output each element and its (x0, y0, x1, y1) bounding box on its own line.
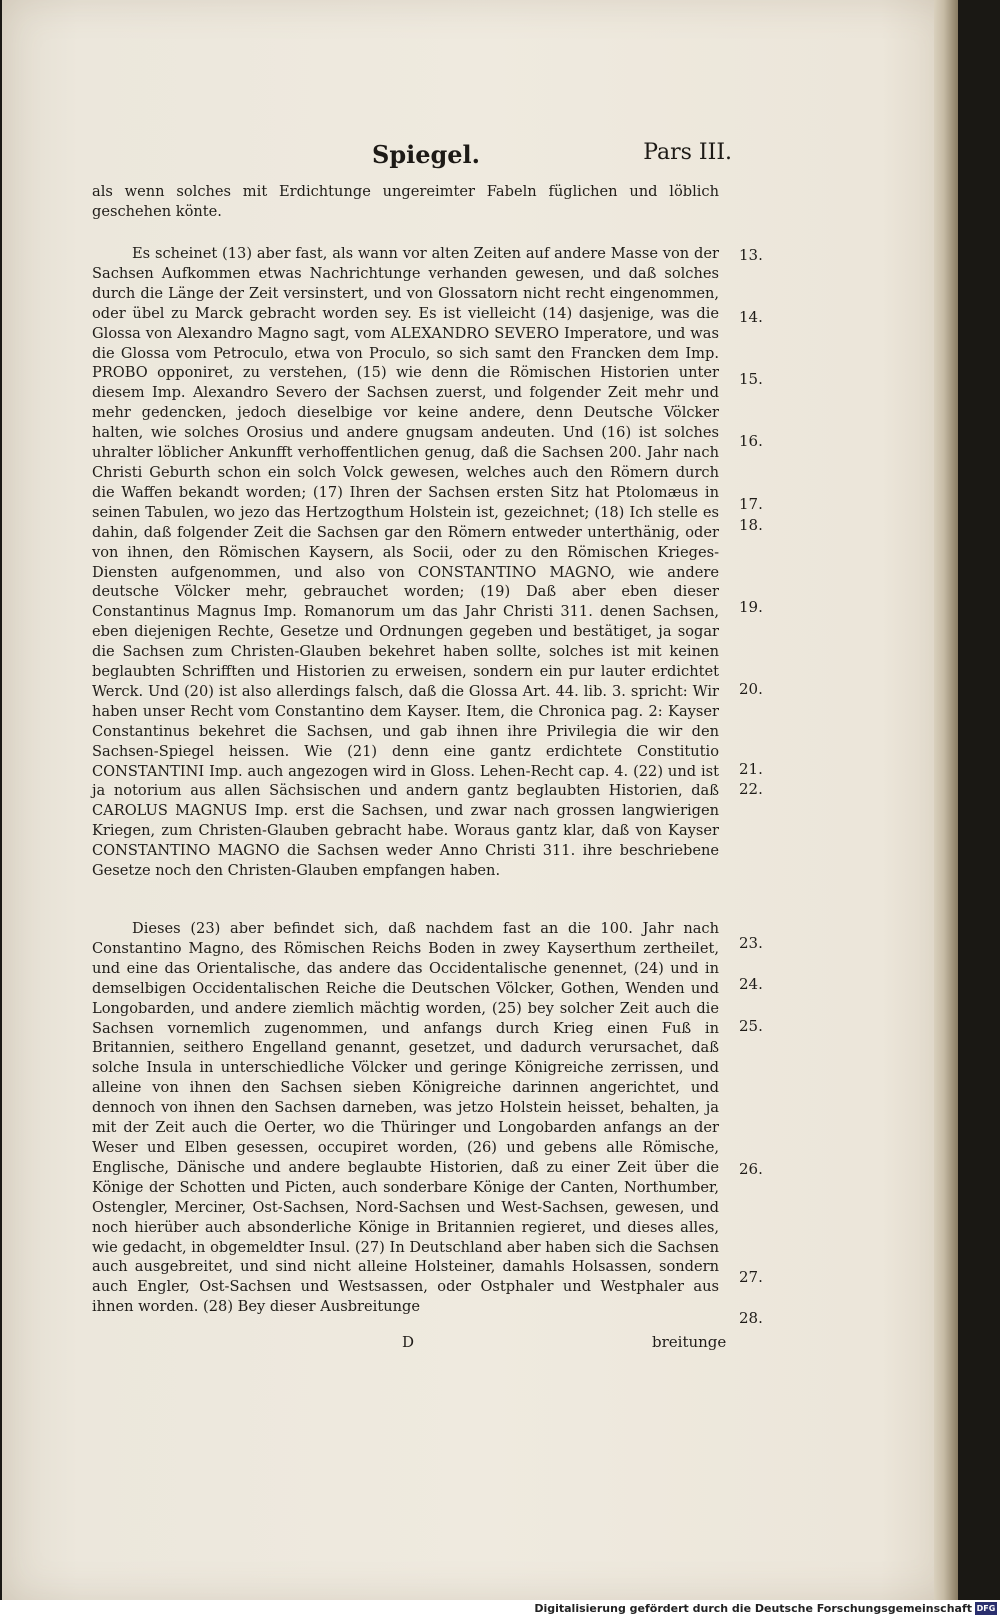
paragraph-text: Es scheinet (13) aber fast, als wann vor alten Zeiten auf andere Masse von der Sachsen Aufkommen etwas Nachrichtunge verhanden gewesen, und daß solches durch die Länge der Zeit versinstert, und von Glossatorn nicht recht eingenommen, oder übel zu Marck gebracht worden sey. Es ist vielleicht (14) dasjenige, was die Glossa von Alexandro Magno sagt, vom ALEXANDRO SEVERO Imperatore, und was die Glossa vom Petroculo, etwa von Proculo, so sich samt den Francken dem Imp. PROBO opponiret, zu verstehen, (15) wie denn die Römischen Historien unter diesem Imp. Alexandro Severo der Sachsen zuerst, und folgender Zeit mehr und mehr gedencken, jedoch dieselbige vor keine andere, denn Deutsche Völcker halten, wie solches Orosius und andere gnugsam andeuten. Und (16) ist solches uhralter löblicher Ankunfft verhoffentlichen genug, daß die Sachsen 200. Jahr nach Christi Geburth schon ein solch Volck gewesen, welches auch den Römern durch die Waffen bekandt worden; (17) Ihren der Sachsen ersten Sitz hat Ptolomæus in seinen Tabulen, wo jezo das Hertzogthum Holstein ist, gezeichnet; (18) Ich stelle es dahin, daß folgender Zeit die Sachsen gar den Römern entweder unterthänig, oder von ihnen, den Römischen Kaysern, als Socii, oder zu den Römischen Krieges-Diensten aufgenommen, und also von CONSTANTINO MAGNO, wie andere deutsche Völcker mehr, gebrauchet worden; (19) Daß aber eben dieser Constantinus Magnus Imp. Romanorum um das Jahr Christi 311. denen Sachsen, eben diejenigen Rechte, Gesetze und Ordnungen gegeben und bestätiget, ja sogar die Sachsen zum Christen-Glauben bekehret haben sollte, solches ist mit keinen beglaubten Schrifften und Historien zu erweisen, sondern ein pur lauter erdichtet Werck. Und (20) ist also allerdings falsch, daß die Glossa Art. 44. lib. 3. spricht: Wir haben unser Recht vom Constantino dem Kayser. Item, die Chronica pag. 2: Kayser Constantinus bekehret die Sachsen, und gab ihnen ihre Privilegia die wir den Sachsen-Spiegel heissen. Wie (21) denn eine gantz erdichtete Constitutio CONSTANTINI Imp. auch angezogen wird in Gloss. Lehen-Recht cap. 4. (22) und ist ja notorium aus allen Sächsischen und andern gantz beglaubten Historien, daß CAROLUS MAGNUS Imp. erst die Sachsen, und zwar nach grossen langwierigen Kriegen, zum Christen-Glauben gebracht habe. Woraus gantz klar, daß von Kayser CONSTANTINO MAGNO die Sachsen weder Anno Christi 311. ihre beschriebene Gesetze noch den Christen-Glauben empfangen haben. (92, 245, 719, 880)
paragraph-3 (92, 919, 719, 1317)
margin-number: 16. (739, 432, 763, 450)
margin-number: 19. (739, 598, 763, 616)
margin-number: 15. (739, 370, 763, 388)
margin-number: 13. (739, 246, 763, 264)
margin-number: 18. (739, 516, 763, 534)
catchword: breitunge (652, 1333, 727, 1351)
margin-number: 25. (739, 1017, 763, 1035)
running-title: Spiegel. (372, 140, 481, 169)
digitization-footer (0, 1600, 1000, 1618)
footer-credit: Digitalisierung gefördert durch die Deutsche Forschungsgemeinschaft (534, 1602, 972, 1615)
margin-number: 27. (739, 1268, 763, 1286)
signature-mark: D (402, 1333, 415, 1351)
part-label: Pars III. (643, 140, 732, 165)
margin-number: 24. (739, 975, 763, 993)
margin-number: 21. (739, 760, 763, 778)
margin-number: 26. (739, 1160, 763, 1178)
margin-number: 14. (739, 308, 763, 326)
paragraph-text: als wenn solches mit Erdichtunge ungereimter Fabeln füglichen und löblich geschehen könte. (92, 183, 719, 220)
paragraph-1 (92, 182, 719, 222)
margin-number: 28. (739, 1309, 763, 1327)
paragraph-text: Dieses (23) aber befindet sich, daß nachdem fast an die 100. Jahr nach Constantino Magno, des Römischen Reichs Boden in zwey Kayserthum zertheilet, und eine das Orientalische, das andere das Occidentalische genennet, (24) und in demselbigen Occidentalischen Reiche die Deutschen Völcker, Gothen, Wenden und Longobarden, und andere ziemlich mächtig worden, (25) bey solcher Zeit auch die Sachsen vornemlich zugenommen, und anfangs durch Krieg einen Fuß in Britannien, seithero Engelland genannt, gesetzet, und dadurch verursachet, daß solche Insula in unterschiedliche Völcker und geringe Königreiche zerrissen, und alleine von ihnen den Sachsen sieben Königreiche darinnen angerichtet, und dennoch von ihnen den Sachsen darneben, was jetzo Holstein heisset, behalten, ja mit der Zeit auch die Oerter, wo die Thüringer und Longobarden anfangs an der Weser und Elben gesessen, occupiret worden, (26) und gebens alle Römische, Englische, Dänische und andere beglaubte Historien, daß zu einer Zeit über die Könige der Schotten und Picten, auch sonderbare Könige der Canten, Northumber, Ostengler, Merciner, Ost-Sachsen, Nord-Sachsen und West-Sachsen, gewesen, und noch hierüber auch absonderliche Könige in Britannien regieret, und dieses alles, wie gedacht, in obgemeldter Insul. (27) In Deutschland aber haben sich die Sachsen auch ausgebreitet, und sind nicht alleine Holsteiner, damahls Holsassen, sondern auch Engler, Ost-Sachsen und Westsassen, oder Ostphaler und Westphaler aus ihnen worden. (28) Bey dieser Ausbreitunge (92, 920, 719, 1316)
margin-number: 20. (739, 680, 763, 698)
margin-number: 17. (739, 495, 763, 513)
page-header (92, 140, 732, 176)
dfg-logo: DFG (976, 1604, 996, 1613)
margin-number: 22. (739, 780, 763, 798)
margin-number: 23. (739, 934, 763, 952)
paragraph-2 (92, 244, 719, 881)
book-page (2, 0, 958, 1600)
page-edge (934, 0, 958, 1600)
